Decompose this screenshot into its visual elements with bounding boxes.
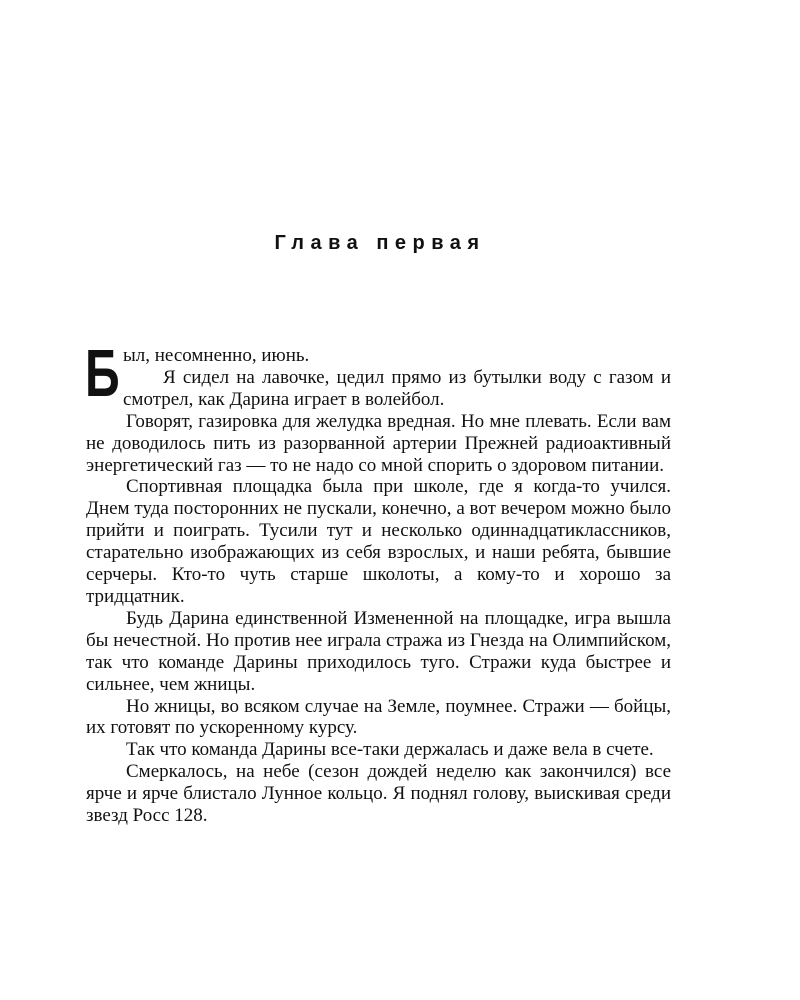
- chapter-text: [85, 336, 671, 827]
- paragraph: Говорят, газировка для желудка вредная. Но мне плевать. Если вам не доводилось пить из разорванной артерии Прежней радиоактивный энергетический газ — то не надо со мной спорить о здоровом питании.: [86, 410, 671, 476]
- drop-cap: Б: [85, 336, 120, 411]
- paragraph: ыл, несомненно, июнь.: [123, 345, 310, 366]
- paragraph: Но жницы, во всяком случае на Земле, поумнее. Стражи — бойцы, их готовят по ускоренному курсу.: [86, 695, 671, 739]
- paragraph: Спортивная площадка была при школе, где я когда-то учился. Днем туда посторонних не пускали, конечно, а вот вечером можно было прийти и поиграть. Тусили тут и несколько одиннадцатиклассников, старательно изображающих из себя взрослых, и наши ребята, бывшие серчеры. Кто-то чуть старше школоты, а кому-то и хорошо за тридцатник.: [86, 476, 671, 607]
- paragraph: Будь Дарина единственной Измененной на площадке, игра вышла бы нечестной. Но против нее играла стража из Гнезда на Олимпийском, так что команде Дарины приходилось туго. Стражи куда быстрее и сильнее, чем жницы.: [86, 607, 671, 695]
- paragraph: Я сидел на лавочке, цедил прямо из бутылки воду с газом и смотрел, как Дарина играет в волейбол.: [123, 366, 671, 410]
- paragraph: Смеркалось, на небе (сезон дождей неделю как закончился) все ярче и ярче блистало Лунное кольцо. Я поднял голову, выискивая среди звезд Росс 128.: [86, 761, 671, 827]
- paragraph: Так что команда Дарины все-таки держалась и даже вела в счете.: [126, 739, 654, 761]
- chapter-title: Глава первая: [274, 232, 486, 254]
